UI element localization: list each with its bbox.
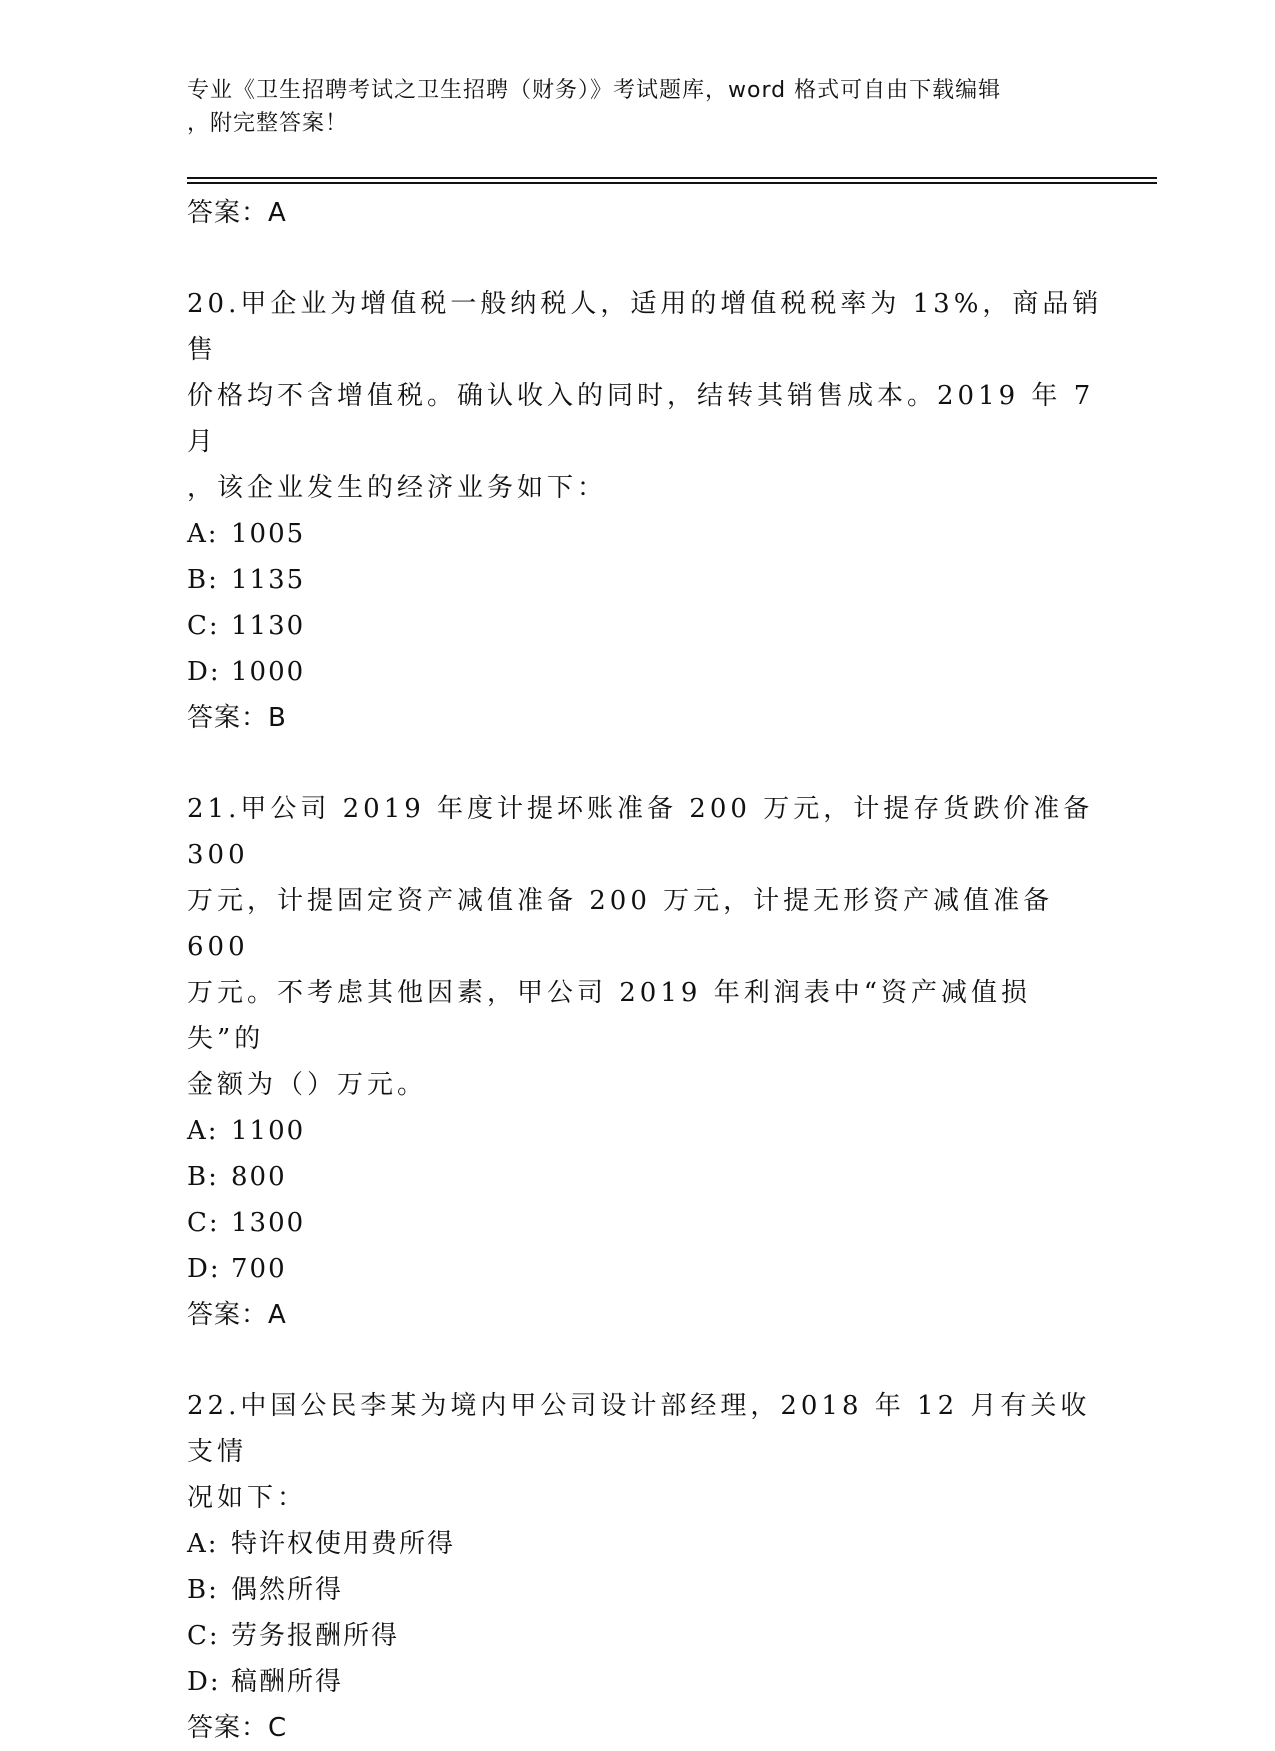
- option-letter: A:: [187, 519, 219, 549]
- option-letter: B:: [187, 565, 219, 595]
- option-letter: C:: [187, 611, 220, 641]
- option-text: 700: [231, 1254, 287, 1284]
- option-text: 1300: [231, 1208, 306, 1238]
- option-letter: D:: [187, 657, 221, 687]
- question-text: 价格均不含增值税。确认收入的同时，结转其销售成本。2019 年 7 月: [187, 381, 1095, 457]
- question-text: 万元。不考虑其他因素，甲公司 2019 年利润表中“资产减值损失”的: [187, 978, 1031, 1054]
- answer-label: 答案：A: [187, 198, 287, 228]
- option-c: [187, 1613, 1107, 1659]
- spacer: [187, 236, 1107, 281]
- option-b: [187, 1154, 1107, 1200]
- option-text: 1005: [231, 519, 306, 549]
- option-text: 1100: [231, 1116, 306, 1146]
- question-text: 20.甲企业为增值税一般纳税人，适用的增值税税率为 13%，商品销售: [187, 289, 1103, 365]
- option-d: [187, 649, 1107, 695]
- option-letter: D:: [187, 1254, 221, 1284]
- option-d: [187, 1659, 1107, 1705]
- option-letter: B:: [187, 1162, 219, 1192]
- header-line-2: ，附完整答案！: [187, 111, 349, 136]
- spacer: [187, 741, 1107, 786]
- option-text: 劳务报酬所得: [231, 1621, 400, 1651]
- option-letter: D:: [187, 1667, 221, 1697]
- option-letter: C:: [187, 1621, 220, 1651]
- question-block: [187, 1383, 1107, 1751]
- option-text: 1130: [231, 611, 306, 641]
- question-text: 金额为（）万元。: [187, 1070, 428, 1100]
- answer-label: 答案：C: [187, 1713, 288, 1743]
- option-a: [187, 1521, 1107, 1567]
- option-a: [187, 1108, 1107, 1154]
- option-text: 800: [231, 1162, 287, 1192]
- option-c: [187, 603, 1107, 649]
- question-text: 21.甲公司 2019 年度计提坏账准备 200 万元，计提存货跌价准备 300: [187, 794, 1094, 870]
- header-rule-top: [187, 177, 1157, 179]
- option-c: [187, 1200, 1107, 1246]
- option-b: [187, 1567, 1107, 1613]
- header-line-1: 专业《卫生招聘考试之卫生招聘（财务）》考试题库，word 格式可自由下载编辑: [187, 78, 1002, 103]
- option-letter: A:: [187, 1116, 219, 1146]
- spacer: [187, 1338, 1107, 1383]
- option-text: 特许权使用费所得: [231, 1529, 456, 1559]
- question-text: 22.中国公民李某为境内甲公司设计部经理，2018 年 12 月有关收支情: [187, 1391, 1091, 1467]
- question-text: 万元，计提固定资产减值准备 200 万元，计提无形资产减值准备 600: [187, 886, 1054, 962]
- question-list: [187, 190, 1107, 1751]
- header-rule-bottom: [187, 182, 1157, 184]
- answer-label: 答案：B: [187, 703, 287, 733]
- option-text: 1000: [231, 657, 306, 687]
- question-block: [187, 786, 1107, 1338]
- option-text: 偶然所得: [231, 1575, 344, 1605]
- page-header: [187, 74, 1087, 140]
- option-letter: A:: [187, 1529, 219, 1559]
- option-text: 1135: [231, 565, 306, 595]
- option-letter: C:: [187, 1208, 220, 1238]
- option-text: 稿酬所得: [231, 1667, 344, 1697]
- question-text: 况如下：: [187, 1483, 308, 1513]
- answer-label: 答案：A: [187, 1300, 287, 1330]
- option-letter: B:: [187, 1575, 219, 1605]
- option-d: [187, 1246, 1107, 1292]
- option-b: [187, 557, 1107, 603]
- question-text: ，该企业发生的经济业务如下：: [187, 473, 608, 503]
- option-a: [187, 511, 1107, 557]
- question-block: [187, 281, 1107, 741]
